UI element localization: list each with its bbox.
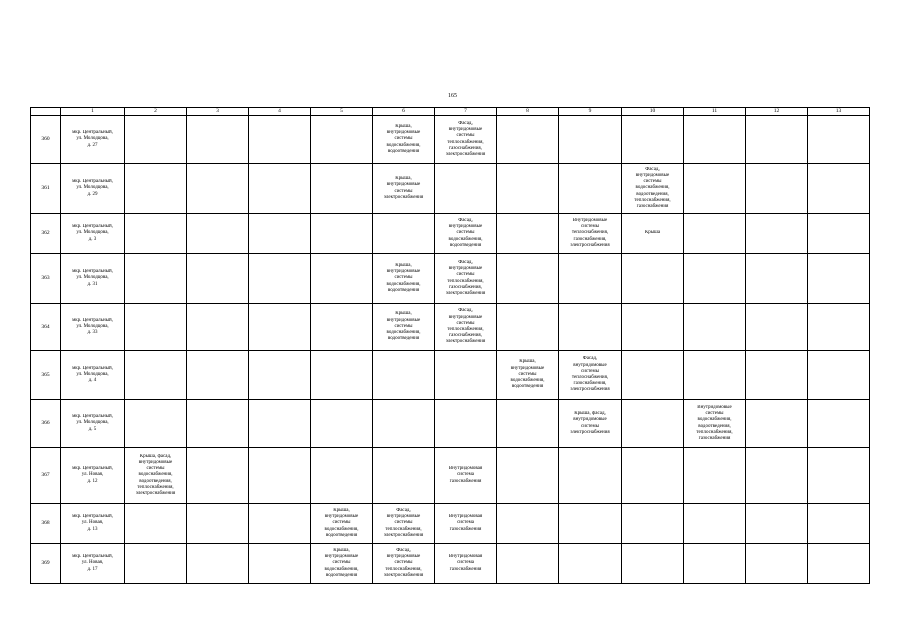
work-cell-col-7 [435,351,497,400]
work-cell-col-4 [249,214,311,254]
work-cell-col-8 [497,116,559,164]
work-cell-col-12 [746,116,808,164]
work-cell-col-7 [435,164,497,214]
header-blank-cell [31,108,61,116]
work-cell-col-6 [373,214,435,254]
work-cell-col-9: Крыша, фасад, внутридомовые системы электроснабжения [559,400,622,448]
address-cell: мкр. Центральный, ул. Новая, д. 12 [61,448,125,504]
row-number: 366 [31,400,61,448]
work-cell-col-10: Крыша [622,214,684,254]
work-cell-col-6 [373,400,435,448]
column-header: 3 [187,108,249,116]
work-cell-col-6 [373,351,435,400]
work-cell-col-5 [311,214,373,254]
work-cell-col-5 [311,254,373,304]
column-header: 8 [497,108,559,116]
work-cell-col-6: Фасад, внутридомовые системы теплоснабжения, электроснабжения [373,544,435,584]
table-row [31,504,870,544]
work-cell-col-6: Крыша, внутридомовые системы водоснабжения, водоотведения [373,304,435,351]
work-cell-col-2 [125,351,187,400]
capital-repair-table [30,107,870,584]
work-cell-col-5: Крыша, внутридомовые системы водоснабжения, водоотведения [311,544,373,584]
row-number: 369 [31,544,61,584]
work-cell-col-7: Внутридомовая система газоснабжения [435,544,497,584]
column-header: 11 [684,108,746,116]
work-cell-col-11 [684,544,746,584]
work-cell-col-12 [746,254,808,304]
work-cell-col-13 [808,400,870,448]
work-cell-col-3 [187,504,249,544]
row-number: 364 [31,304,61,351]
work-cell-col-4 [249,304,311,351]
work-cell-col-3 [187,116,249,164]
row-number: 362 [31,214,61,254]
work-cell-col-3 [187,448,249,504]
work-cell-col-8 [497,504,559,544]
column-header: 5 [311,108,373,116]
work-cell-col-9: Внутридомовые системы теплоснабжения, газоснабжения, электроснабжения [559,214,622,254]
table-row [31,304,870,351]
column-header: 1 [61,108,125,116]
work-cell-col-12 [746,214,808,254]
work-cell-col-8 [497,544,559,584]
work-cell-col-11 [684,504,746,544]
work-cell-col-8 [497,214,559,254]
work-cell-col-11 [684,164,746,214]
work-cell-col-11 [684,254,746,304]
work-cell-col-11 [684,116,746,164]
work-cell-col-4 [249,544,311,584]
work-cell-col-4 [249,116,311,164]
row-number: 361 [31,164,61,214]
work-cell-col-8 [497,448,559,504]
work-cell-col-13 [808,351,870,400]
work-cell-col-12 [746,544,808,584]
address-cell: мкр. Центральный, ул. Молодцова, д. 31 [61,254,125,304]
work-cell-col-12 [746,351,808,400]
column-header: 4 [249,108,311,116]
work-cell-col-11 [684,214,746,254]
work-cell-col-3 [187,400,249,448]
work-cell-col-10: Фасад, внутридомовые системы водоснабжения, водоотведения, теплоснабжения, газоснабжения [622,164,684,214]
work-cell-col-4 [249,504,311,544]
work-cell-col-5 [311,400,373,448]
column-header: 10 [622,108,684,116]
work-cell-col-7 [435,400,497,448]
address-cell: мкр. Центральный, ул. Молодцова, д. 29 [61,164,125,214]
work-cell-col-9 [559,116,622,164]
work-cell-col-9 [559,304,622,351]
work-cell-col-2 [125,504,187,544]
work-cell-col-8 [497,254,559,304]
work-cell-col-7: Фасад, внутридомовые системы водоснабжения, водоотведения [435,214,497,254]
column-header: 2 [125,108,187,116]
work-cell-col-13 [808,164,870,214]
table-row [31,214,870,254]
work-cell-col-12 [746,164,808,214]
work-cell-col-9 [559,448,622,504]
work-cell-col-10 [622,400,684,448]
row-number: 365 [31,351,61,400]
work-cell-col-13 [808,116,870,164]
work-cell-col-6 [373,448,435,504]
work-cell-col-2 [125,164,187,214]
work-cell-col-10 [622,254,684,304]
row-number: 360 [31,116,61,164]
work-cell-col-10 [622,351,684,400]
row-number: 368 [31,504,61,544]
address-cell: мкр. Центральный, ул. Молодцова, д. 33 [61,304,125,351]
work-cell-col-2 [125,254,187,304]
work-cell-col-4 [249,400,311,448]
work-cell-col-6: Крыша, внутридомовые системы электроснабжения [373,164,435,214]
row-number: 363 [31,254,61,304]
work-cell-col-4 [249,448,311,504]
column-header: 6 [373,108,435,116]
address-cell: мкр. Центральный, ул. Молодцова, д. 27 [61,116,125,164]
work-cell-col-9 [559,504,622,544]
work-cell-col-5 [311,351,373,400]
work-cell-col-2 [125,304,187,351]
work-cell-col-10 [622,304,684,351]
column-header: 9 [559,108,622,116]
work-cell-col-13 [808,304,870,351]
work-cell-col-7: Внутридомовая система газоснабжения [435,448,497,504]
work-cell-col-7: Фасад, внутридомовые системы теплоснабжения, газоснабжения, электроснабжения [435,254,497,304]
work-cell-col-5 [311,116,373,164]
work-cell-col-11 [684,351,746,400]
work-cell-col-9: Фасад, внутридомовые системы теплоснабжения, газоснабжения, электроснабжения [559,351,622,400]
work-cell-col-3 [187,304,249,351]
work-cell-col-4 [249,351,311,400]
table-row [31,254,870,304]
work-cell-col-7: Фасад, внутридомовые системы теплоснабжения, газоснабжения, электроснабжения [435,304,497,351]
address-cell: мкр. Центральный, ул. Молодцова, д. 3 [61,214,125,254]
work-cell-col-5 [311,304,373,351]
work-cell-col-13 [808,544,870,584]
table-row [31,544,870,584]
work-cell-col-8: Крыша, внутридомовые системы водоснабжения, водоотведения [497,351,559,400]
work-cell-col-12 [746,504,808,544]
work-cell-col-5: Крыша, внутридомовые системы водоснабжения, водоотведения [311,504,373,544]
address-cell: мкр. Центральный, ул. Молодцова, д. 4 [61,351,125,400]
work-cell-col-6: Фасад, внутридомовые системы теплоснабжения, электроснабжения [373,504,435,544]
table-row [31,351,870,400]
work-cell-col-4 [249,164,311,214]
work-cell-col-12 [746,448,808,504]
table-row [31,164,870,214]
work-cell-col-11 [684,448,746,504]
work-cell-col-2 [125,214,187,254]
work-cell-col-13 [808,254,870,304]
column-header: 7 [435,108,497,116]
work-cell-col-6: Крыша, внутридомовые системы водоснабжения, водоотведения [373,254,435,304]
work-cell-col-9 [559,544,622,584]
address-cell: мкр. Центральный, ул. Новая, д. 13 [61,504,125,544]
work-cell-col-11 [684,304,746,351]
work-cell-col-10 [622,544,684,584]
work-cell-col-7: Фасад, внутридомовые системы теплоснабжения, газоснабжения, электроснабжения [435,116,497,164]
column-header: 12 [746,108,808,116]
work-cell-col-2 [125,400,187,448]
work-cell-col-3 [187,351,249,400]
column-header: 13 [808,108,870,116]
row-number: 367 [31,448,61,504]
work-cell-col-11: Внутридомовые системы водоснабжения, водоотведения, теплоснабжения, газоснабжения [684,400,746,448]
work-cell-col-10 [622,504,684,544]
page-number: 165 [448,93,457,99]
work-cell-col-8 [497,400,559,448]
work-cell-col-3 [187,214,249,254]
work-cell-col-9 [559,254,622,304]
table-row [31,448,870,504]
work-cell-col-8 [497,164,559,214]
work-cell-col-2: Крыша, фасад, внутридомовые системы водоснабжения, водоотведения, теплоснабжения, электроснабжения [125,448,187,504]
work-cell-col-2 [125,116,187,164]
work-cell-col-3 [187,544,249,584]
work-cell-col-6: Крыша, внутридомовые системы водоснабжения, водоотведения [373,116,435,164]
address-cell: мкр. Центральный, ул. Новая, д. 17 [61,544,125,584]
table-row [31,400,870,448]
work-cell-col-13 [808,504,870,544]
work-cell-col-10 [622,116,684,164]
work-cell-col-3 [187,254,249,304]
work-cell-col-2 [125,544,187,584]
work-cell-col-3 [187,164,249,214]
table-row [31,116,870,164]
work-cell-col-4 [249,254,311,304]
work-cell-col-13 [808,214,870,254]
work-cell-col-5 [311,164,373,214]
work-cell-col-8 [497,304,559,351]
work-cell-col-12 [746,400,808,448]
work-cell-col-12 [746,304,808,351]
address-cell: мкр. Центральный, ул. Молодцова, д. 5 [61,400,125,448]
work-cell-col-10 [622,448,684,504]
work-cell-col-5 [311,448,373,504]
work-cell-col-7: Внутридомовая система газоснабжения [435,504,497,544]
header-row [31,108,870,116]
work-cell-col-13 [808,448,870,504]
work-cell-col-9 [559,164,622,214]
